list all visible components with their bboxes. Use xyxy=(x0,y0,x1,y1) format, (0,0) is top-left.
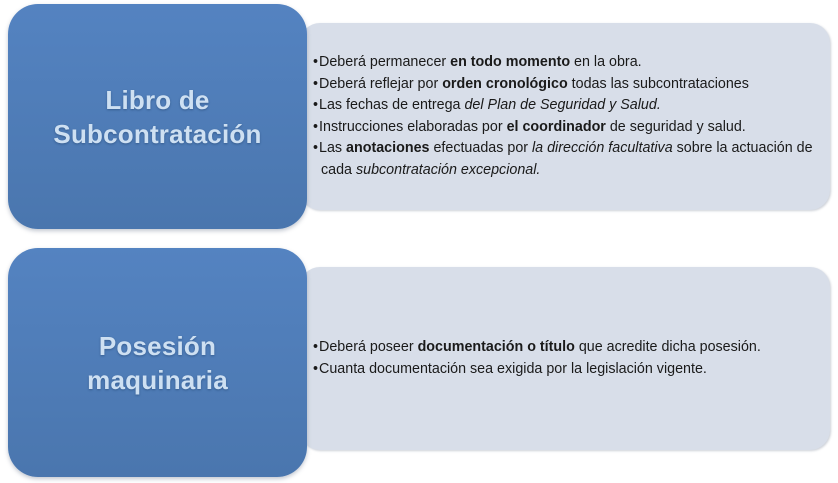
title-line: Libro de xyxy=(105,84,210,115)
bullet-marker-icon: • xyxy=(313,75,319,92)
bullet-item: •Deberá permanecer en todo momento en la obra. xyxy=(313,54,642,70)
category-box-libro xyxy=(8,4,307,229)
bullet-item: •Deberá reflejar por orden cronológico todas las subcontrataciones xyxy=(313,75,749,92)
title-line: Posesión xyxy=(98,330,217,361)
bullet-item: •Instrucciones elaboradas por el coordinador de seguridad y salud. xyxy=(313,118,746,135)
bullet-item: •Las fechas de entrega del Plan de Seguridad y Salud. xyxy=(313,97,661,113)
bullet-item: •Deberá poseer documentación o título que acredite dicha posesión. xyxy=(313,339,761,355)
bullet-list-libro xyxy=(313,52,820,181)
bullet-item: •Las anotaciones efectuadas por la dirección facultativa sobre la actuación de cada subcontratación excepcional. xyxy=(313,140,813,178)
category-box-posesion xyxy=(8,248,307,477)
bullet-list-posesion xyxy=(313,337,820,380)
bullet-item: •Cuanta documentación sea exigida por la legislación vigente. xyxy=(313,360,707,377)
bullet-marker-icon: • xyxy=(313,97,319,113)
detail-panel-libro xyxy=(300,23,830,210)
bullet-marker-icon: • xyxy=(313,54,319,70)
bullet-marker-icon: • xyxy=(313,339,319,355)
category-title-posesion xyxy=(87,329,228,397)
title-line: maquinaria xyxy=(87,364,228,395)
category-title-libro xyxy=(53,83,261,151)
bullet-marker-icon: • xyxy=(313,360,319,377)
bullet-marker-icon: • xyxy=(313,140,319,156)
title-line: Subcontratación xyxy=(53,118,262,149)
detail-panel-posesion xyxy=(300,267,830,450)
bullet-marker-icon: • xyxy=(313,118,319,135)
